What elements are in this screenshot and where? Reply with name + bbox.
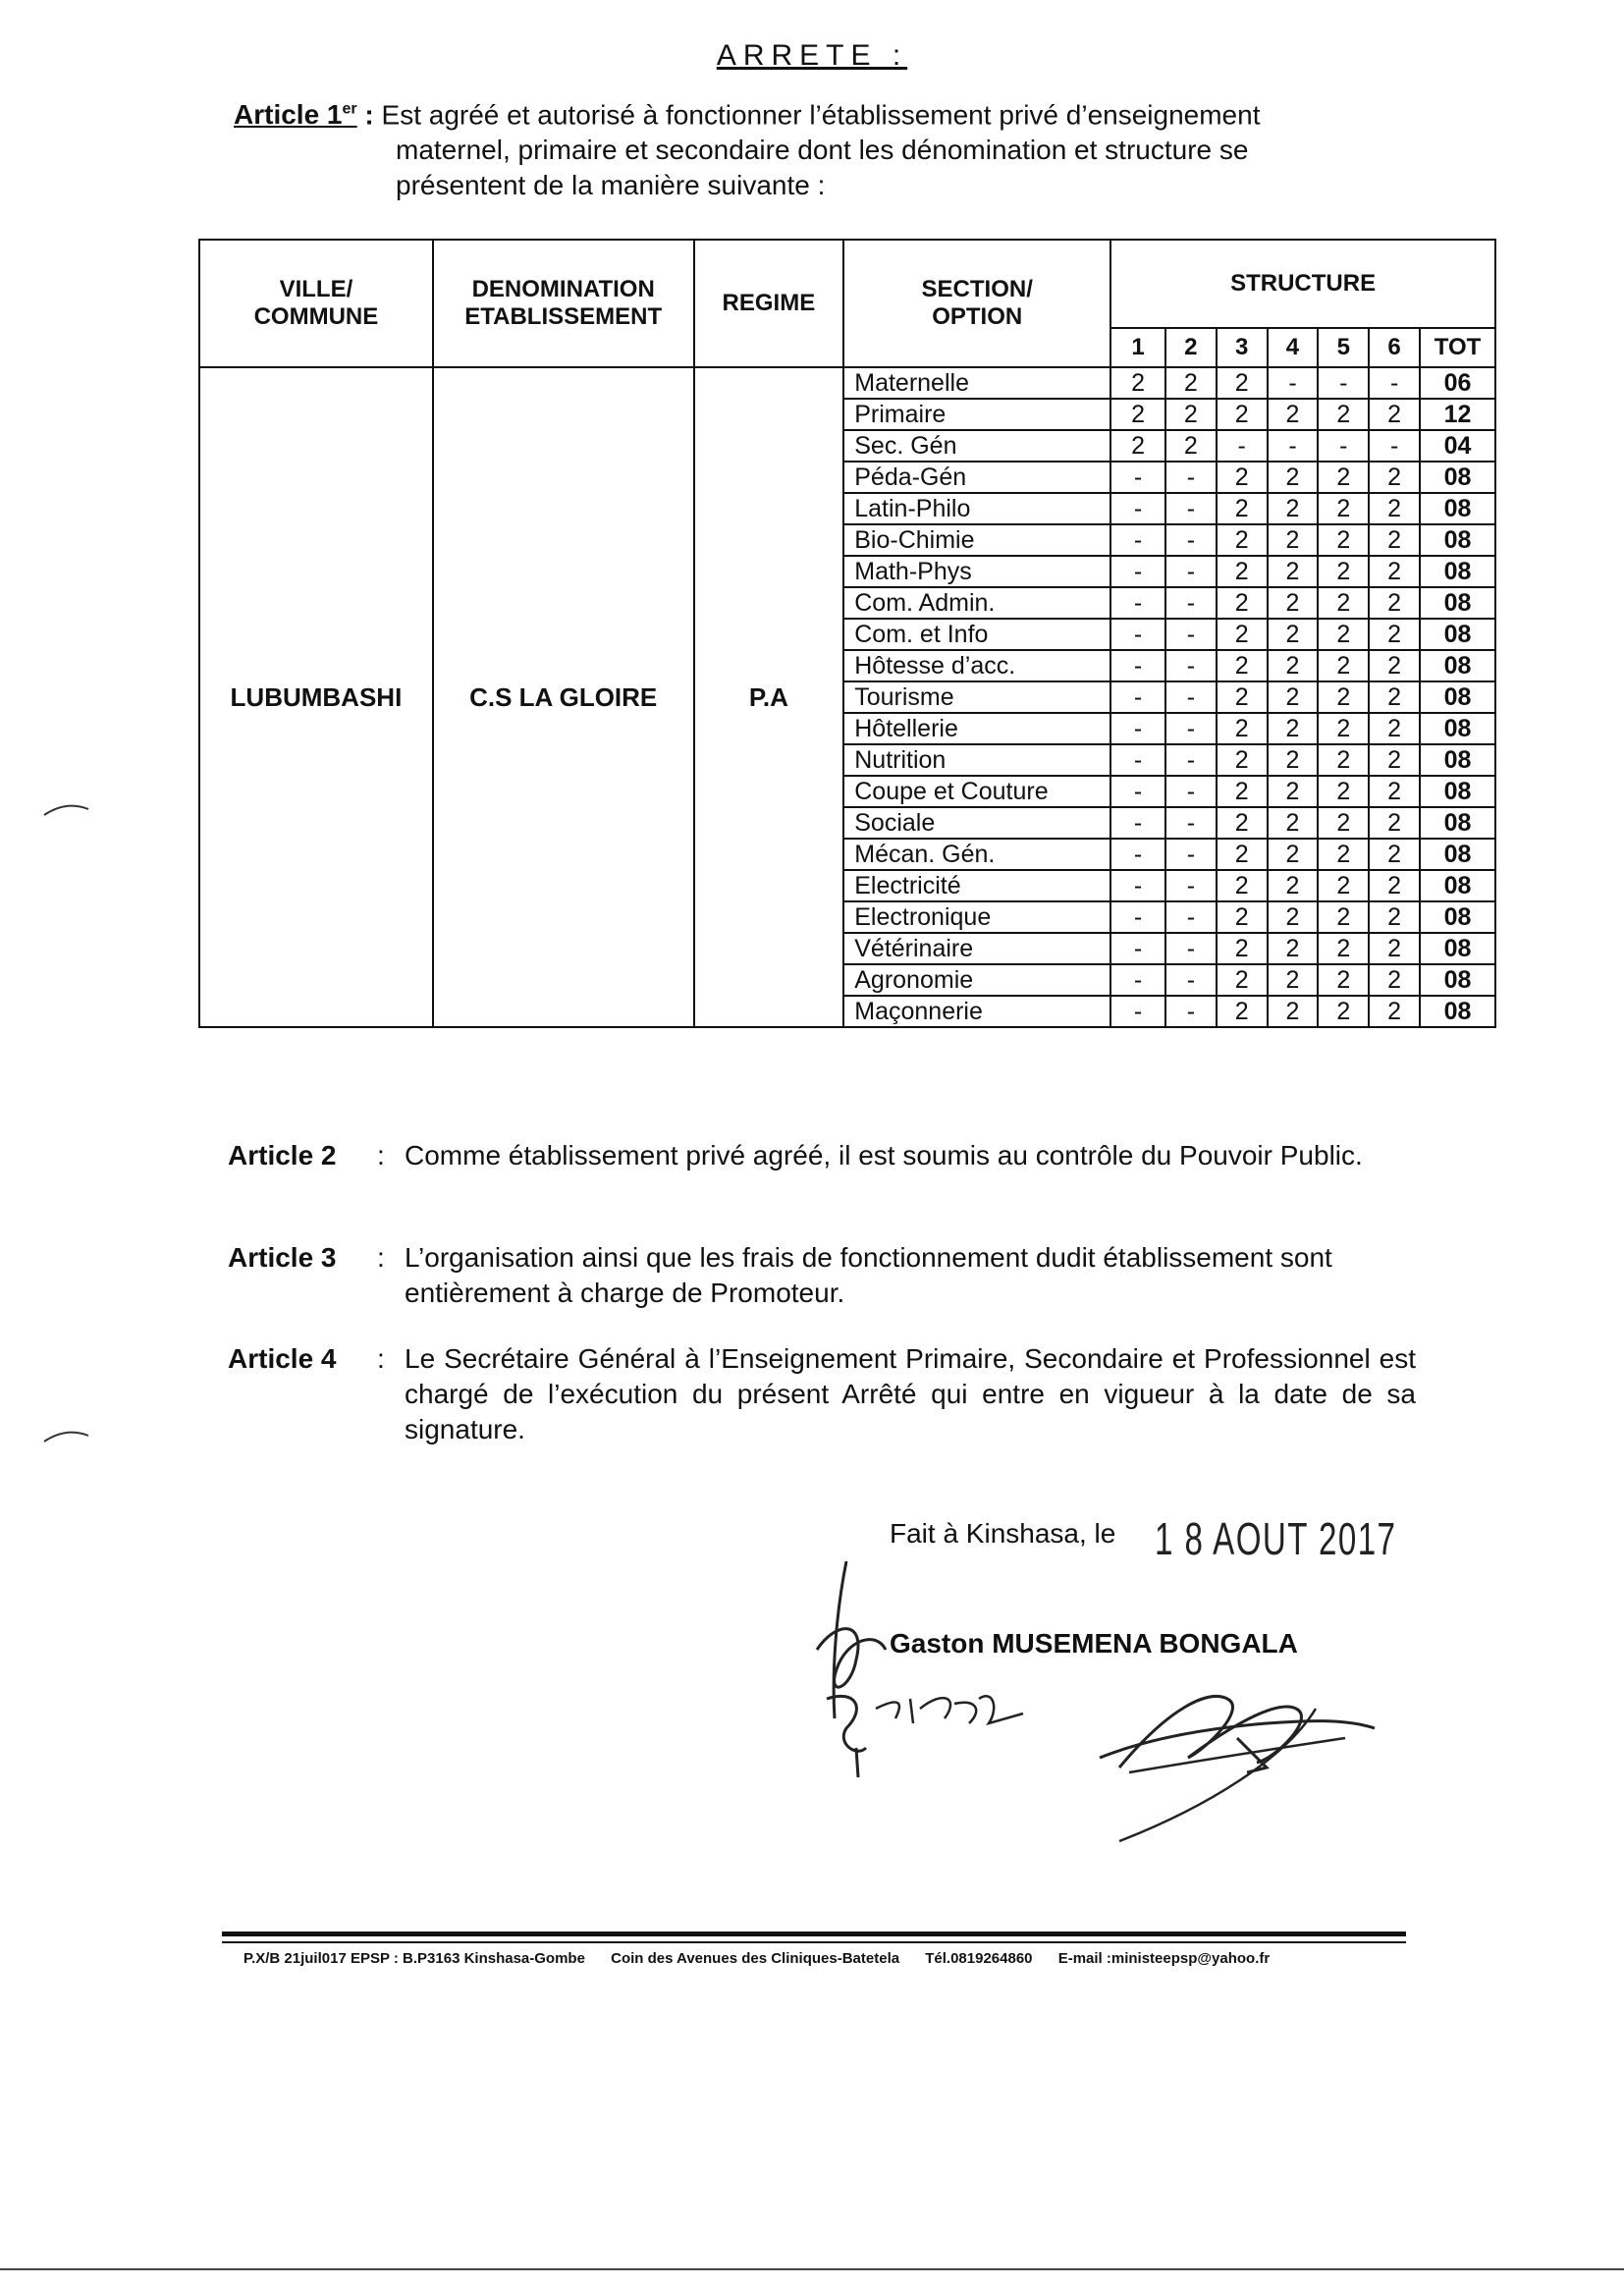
- total-cell: 08: [1420, 713, 1495, 744]
- year-3-cell: 2: [1217, 870, 1268, 901]
- year-1-cell: -: [1110, 964, 1165, 996]
- year-6-cell: 2: [1369, 744, 1420, 776]
- year-6-cell: 2: [1369, 493, 1420, 524]
- year-3-cell: 2: [1217, 367, 1268, 399]
- year-2-cell: -: [1165, 964, 1217, 996]
- option-cell: Coupe et Couture: [843, 776, 1110, 807]
- year-3-cell: 2: [1217, 681, 1268, 713]
- year-4-cell: 2: [1268, 776, 1319, 807]
- total-cell: 08: [1420, 462, 1495, 493]
- date-stamp: 1 8 AOUT 2017: [1155, 1513, 1397, 1564]
- year-4-cell: 2: [1268, 964, 1319, 996]
- total-cell: 08: [1420, 839, 1495, 870]
- year-5-cell: 2: [1318, 713, 1369, 744]
- place-date-label: Fait à Kinshasa, le: [890, 1518, 1116, 1549]
- total-cell: 04: [1420, 430, 1495, 462]
- year-4-cell: 2: [1268, 839, 1319, 870]
- total-cell: 06: [1420, 367, 1495, 399]
- article-1-line1: Est agréé et autorisé à fonctionner l’établissement privé d’enseignement: [381, 99, 1261, 131]
- article-3-text: L’organisation ainsi que les frais de fonctionnement dudit établissement sont entièrement à charge de Promoteur.: [405, 1242, 1332, 1308]
- year-1-cell: -: [1110, 462, 1165, 493]
- year-4-cell: 2: [1268, 650, 1319, 681]
- header-denomination: DENOMINATION ETABLISSEMENT: [433, 240, 694, 367]
- option-cell: Hôtesse d’acc.: [843, 650, 1110, 681]
- year-6-cell: 2: [1369, 556, 1420, 587]
- year-1-cell: -: [1110, 807, 1165, 839]
- year-4-cell: -: [1268, 367, 1319, 399]
- denomination-cell: C.S LA GLOIRE: [433, 367, 694, 1027]
- year-2-cell: -: [1165, 996, 1217, 1027]
- header-col-3: 3: [1217, 328, 1268, 367]
- header-structure: STRUCTURE: [1110, 240, 1495, 328]
- year-1-cell: -: [1110, 619, 1165, 650]
- year-3-cell: 2: [1217, 776, 1268, 807]
- total-cell: 08: [1420, 587, 1495, 619]
- year-1-cell: -: [1110, 776, 1165, 807]
- option-cell: Hôtellerie: [843, 713, 1110, 744]
- year-3-cell: -: [1217, 430, 1268, 462]
- year-6-cell: -: [1369, 430, 1420, 462]
- year-2-cell: -: [1165, 493, 1217, 524]
- document-title: ARRETE :: [716, 39, 908, 72]
- footer-address: Coin des Avenues des Cliniques-Batetela: [611, 1950, 900, 1967]
- year-2-cell: 2: [1165, 367, 1217, 399]
- year-6-cell: 2: [1369, 776, 1420, 807]
- ville-cell: LUBUMBASHI: [199, 367, 433, 1027]
- year-5-cell: 2: [1318, 587, 1369, 619]
- year-2-cell: -: [1165, 681, 1217, 713]
- year-3-cell: 2: [1217, 744, 1268, 776]
- year-6-cell: 2: [1369, 901, 1420, 933]
- year-5-cell: 2: [1318, 839, 1369, 870]
- option-cell: Latin-Philo: [843, 493, 1110, 524]
- option-cell: Agronomie: [843, 964, 1110, 996]
- year-5-cell: 2: [1318, 807, 1369, 839]
- scan-edge: [0, 2268, 1624, 2270]
- year-6-cell: 2: [1369, 996, 1420, 1027]
- year-6-cell: 2: [1369, 587, 1420, 619]
- signer-name: Gaston MUSEMENA BONGALA: [890, 1628, 1298, 1659]
- option-cell: Primaire: [843, 399, 1110, 430]
- option-cell: Math-Phys: [843, 556, 1110, 587]
- year-2-cell: -: [1165, 619, 1217, 650]
- year-3-cell: 2: [1217, 619, 1268, 650]
- article-2-colon: :: [377, 1140, 385, 1170]
- footer: [244, 1950, 1291, 1967]
- article-4-text: Le Secrétaire Général à l’Enseignement Primaire, Secondaire et Professionnel est chargé de l’exécution du présent Arrêté qui entre en vigueur à la date de sa signature.: [405, 1343, 1416, 1444]
- article-1-line3: présentent de la manière suivante :: [396, 170, 826, 201]
- option-cell: Péda-Gén: [843, 462, 1110, 493]
- header-col-2: 2: [1165, 328, 1217, 367]
- year-3-cell: 2: [1217, 713, 1268, 744]
- year-2-cell: -: [1165, 462, 1217, 493]
- year-3-cell: 2: [1217, 399, 1268, 430]
- year-2-cell: -: [1165, 650, 1217, 681]
- option-cell: Maçonnerie: [843, 996, 1110, 1027]
- year-5-cell: 2: [1318, 933, 1369, 964]
- year-1-cell: -: [1110, 587, 1165, 619]
- year-3-cell: 2: [1217, 493, 1268, 524]
- year-2-cell: -: [1165, 807, 1217, 839]
- header-col-5: 5: [1318, 328, 1369, 367]
- year-3-cell: 2: [1217, 901, 1268, 933]
- year-5-cell: 2: [1318, 901, 1369, 933]
- option-cell: Maternelle: [843, 367, 1110, 399]
- year-5-cell: 2: [1318, 776, 1369, 807]
- total-cell: 08: [1420, 556, 1495, 587]
- footer-ref: P.X/B 21juil017 EPSP : B.P3163 Kinshasa-Gombe: [244, 1950, 585, 1967]
- article-2-label: Article 2: [228, 1140, 337, 1170]
- year-3-cell: 2: [1217, 839, 1268, 870]
- total-cell: 08: [1420, 901, 1495, 933]
- year-6-cell: 2: [1369, 524, 1420, 556]
- total-cell: 08: [1420, 776, 1495, 807]
- option-cell: Sociale: [843, 807, 1110, 839]
- footer-tel: Tél.0819264860: [925, 1950, 1033, 1967]
- year-6-cell: 2: [1369, 933, 1420, 964]
- handwritten-initials: [797, 1551, 1053, 1777]
- year-2-cell: -: [1165, 587, 1217, 619]
- option-cell: Com. Admin.: [843, 587, 1110, 619]
- year-5-cell: 2: [1318, 996, 1369, 1027]
- year-1-cell: -: [1110, 713, 1165, 744]
- year-2-cell: -: [1165, 901, 1217, 933]
- total-cell: 08: [1420, 650, 1495, 681]
- year-6-cell: -: [1369, 367, 1420, 399]
- year-1-cell: -: [1110, 524, 1165, 556]
- header-col-tot: TOT: [1420, 328, 1495, 367]
- year-3-cell: 2: [1217, 587, 1268, 619]
- header-col-4: 4: [1268, 328, 1319, 367]
- total-cell: 08: [1420, 744, 1495, 776]
- signature: [1090, 1669, 1394, 1846]
- year-2-cell: -: [1165, 870, 1217, 901]
- year-2-cell: -: [1165, 933, 1217, 964]
- total-cell: 08: [1420, 681, 1495, 713]
- header-ville: VILLE/ COMMUNE: [199, 240, 433, 367]
- option-cell: Electricité: [843, 870, 1110, 901]
- year-6-cell: 2: [1369, 399, 1420, 430]
- article-1-label: Article 1er: [234, 99, 357, 131]
- year-3-cell: 2: [1217, 650, 1268, 681]
- year-5-cell: 2: [1318, 964, 1369, 996]
- year-1-cell: 2: [1110, 430, 1165, 462]
- article-1-line2: maternel, primaire et secondaire dont les dénomination et structure se: [396, 135, 1249, 166]
- year-1-cell: -: [1110, 870, 1165, 901]
- year-6-cell: 2: [1369, 964, 1420, 996]
- year-1-cell: 2: [1110, 367, 1165, 399]
- year-1-cell: -: [1110, 556, 1165, 587]
- year-2-cell: -: [1165, 776, 1217, 807]
- year-2-cell: -: [1165, 556, 1217, 587]
- header-regime: REGIME: [694, 240, 844, 367]
- structure-table: [198, 239, 1496, 1028]
- year-3-cell: 2: [1217, 462, 1268, 493]
- year-4-cell: -: [1268, 430, 1319, 462]
- table-row: [199, 367, 1495, 399]
- year-3-cell: 2: [1217, 996, 1268, 1027]
- year-6-cell: 2: [1369, 681, 1420, 713]
- year-1-cell: -: [1110, 901, 1165, 933]
- year-1-cell: -: [1110, 839, 1165, 870]
- article-4-colon: :: [377, 1343, 385, 1374]
- year-2-cell: 2: [1165, 399, 1217, 430]
- year-5-cell: 2: [1318, 744, 1369, 776]
- year-5-cell: 2: [1318, 493, 1369, 524]
- total-cell: 08: [1420, 933, 1495, 964]
- year-2-cell: -: [1165, 839, 1217, 870]
- year-6-cell: 2: [1369, 650, 1420, 681]
- year-4-cell: 2: [1268, 524, 1319, 556]
- option-cell: Electronique: [843, 901, 1110, 933]
- year-4-cell: 2: [1268, 870, 1319, 901]
- year-4-cell: 2: [1268, 587, 1319, 619]
- option-cell: Com. et Info: [843, 619, 1110, 650]
- option-cell: Vétérinaire: [843, 933, 1110, 964]
- year-6-cell: 2: [1369, 619, 1420, 650]
- year-4-cell: 2: [1268, 619, 1319, 650]
- year-1-cell: -: [1110, 493, 1165, 524]
- year-6-cell: 2: [1369, 713, 1420, 744]
- year-5-cell: 2: [1318, 619, 1369, 650]
- total-cell: 08: [1420, 807, 1495, 839]
- scan-mark: [39, 795, 98, 825]
- year-2-cell: -: [1165, 744, 1217, 776]
- year-5-cell: 2: [1318, 870, 1369, 901]
- year-5-cell: 2: [1318, 399, 1369, 430]
- year-5-cell: 2: [1318, 650, 1369, 681]
- article-4-label: Article 4: [228, 1343, 337, 1374]
- header-col-1: 1: [1110, 328, 1165, 367]
- year-5-cell: -: [1318, 367, 1369, 399]
- total-cell: 08: [1420, 524, 1495, 556]
- regime-cell: P.A: [694, 367, 844, 1027]
- year-3-cell: 2: [1217, 556, 1268, 587]
- year-4-cell: 2: [1268, 681, 1319, 713]
- total-cell: 08: [1420, 493, 1495, 524]
- year-5-cell: 2: [1318, 556, 1369, 587]
- year-2-cell: 2: [1165, 430, 1217, 462]
- footer-rule: [222, 1932, 1406, 1936]
- total-cell: 12: [1420, 399, 1495, 430]
- year-1-cell: -: [1110, 996, 1165, 1027]
- total-cell: 08: [1420, 619, 1495, 650]
- year-3-cell: 2: [1217, 524, 1268, 556]
- footer-email: E-mail :ministeepsp@yahoo.fr: [1057, 1950, 1271, 1967]
- year-1-cell: 2: [1110, 399, 1165, 430]
- year-2-cell: -: [1165, 524, 1217, 556]
- year-4-cell: 2: [1268, 744, 1319, 776]
- option-cell: Sec. Gén: [843, 430, 1110, 462]
- year-1-cell: -: [1110, 681, 1165, 713]
- year-5-cell: 2: [1318, 524, 1369, 556]
- footer-rule-thin: [222, 1941, 1406, 1943]
- year-4-cell: 2: [1268, 933, 1319, 964]
- year-6-cell: 2: [1369, 870, 1420, 901]
- article-3-colon: :: [377, 1242, 385, 1273]
- year-3-cell: 2: [1217, 964, 1268, 996]
- year-1-cell: -: [1110, 650, 1165, 681]
- year-1-cell: -: [1110, 933, 1165, 964]
- article-1: [234, 92, 1412, 203]
- year-4-cell: 2: [1268, 399, 1319, 430]
- scan-mark: [39, 1422, 98, 1451]
- year-4-cell: 2: [1268, 807, 1319, 839]
- total-cell: 08: [1420, 964, 1495, 996]
- total-cell: 08: [1420, 996, 1495, 1027]
- year-4-cell: 2: [1268, 901, 1319, 933]
- year-1-cell: -: [1110, 744, 1165, 776]
- option-cell: Mécan. Gén.: [843, 839, 1110, 870]
- article-3-label: Article 3: [228, 1242, 337, 1273]
- year-5-cell: 2: [1318, 681, 1369, 713]
- year-3-cell: 2: [1217, 807, 1268, 839]
- year-6-cell: 2: [1369, 462, 1420, 493]
- year-6-cell: 2: [1369, 839, 1420, 870]
- option-cell: Nutrition: [843, 744, 1110, 776]
- header-col-6: 6: [1369, 328, 1420, 367]
- year-3-cell: 2: [1217, 933, 1268, 964]
- option-cell: Tourisme: [843, 681, 1110, 713]
- article-2-text: Comme établissement privé agréé, il est soumis au contrôle du Pouvoir Public.: [405, 1140, 1363, 1170]
- year-2-cell: -: [1165, 713, 1217, 744]
- article-1-colon: :: [364, 99, 374, 131]
- year-5-cell: -: [1318, 430, 1369, 462]
- year-4-cell: 2: [1268, 462, 1319, 493]
- year-4-cell: 2: [1268, 713, 1319, 744]
- year-4-cell: 2: [1268, 996, 1319, 1027]
- total-cell: 08: [1420, 870, 1495, 901]
- option-cell: Bio-Chimie: [843, 524, 1110, 556]
- year-4-cell: 2: [1268, 556, 1319, 587]
- header-section: SECTION/ OPTION: [843, 240, 1110, 367]
- year-5-cell: 2: [1318, 462, 1369, 493]
- year-6-cell: 2: [1369, 807, 1420, 839]
- year-4-cell: 2: [1268, 493, 1319, 524]
